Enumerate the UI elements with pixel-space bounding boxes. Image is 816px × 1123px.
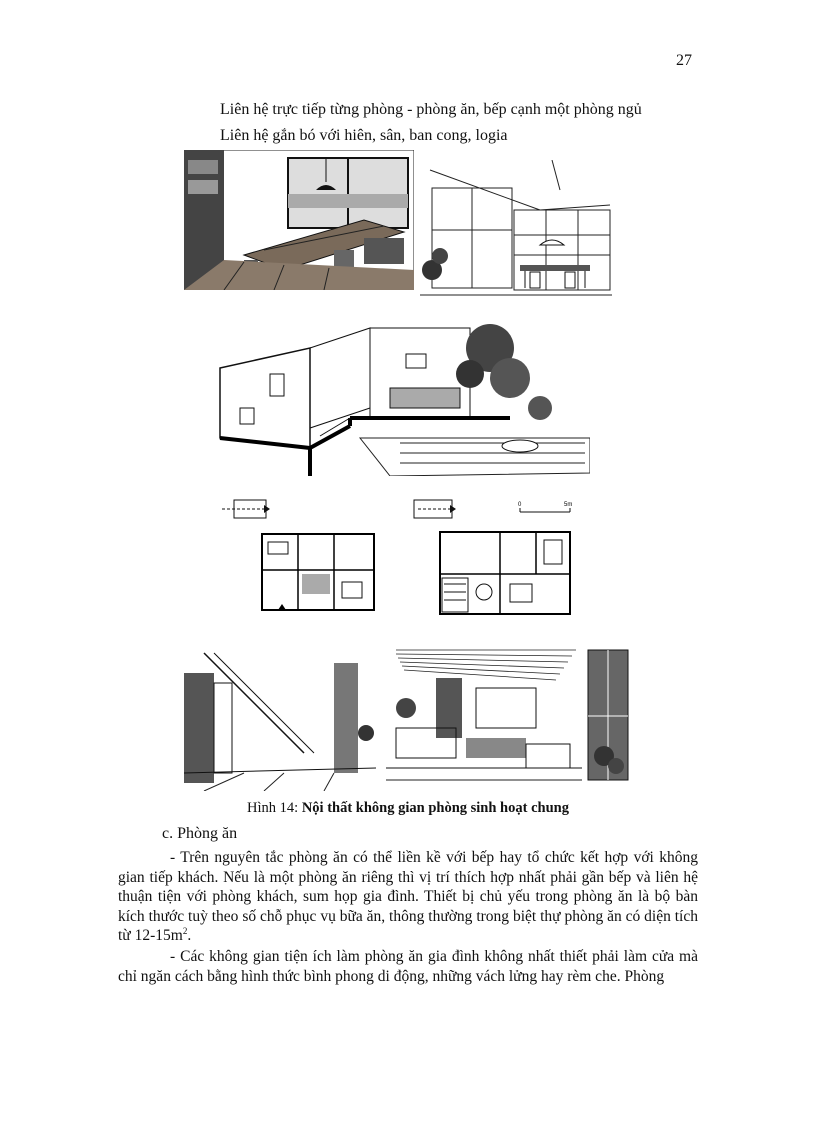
sketch-axonometric-section (210, 318, 590, 476)
paragraph-2 (118, 947, 698, 986)
paragraph-1-end: . (187, 927, 192, 944)
scale-bar (516, 498, 576, 518)
page-number: 27 (676, 52, 692, 69)
floor-plan-left (258, 530, 378, 614)
sketch-dining-room-windows (420, 160, 612, 298)
bullet-line-1: Liên hệ trực tiếp từng phòng - phòng ăn, bếp cạnh một phòng ngủ (220, 101, 642, 118)
figure-caption (0, 800, 816, 817)
sketch-tall-window (584, 646, 632, 791)
circulation-arrow-diagram-right (410, 496, 460, 522)
paragraph-1 (118, 848, 698, 946)
paragraph-1-superscript: 2 (182, 925, 188, 936)
paragraph-1-text: - Trên nguyên tắc phòng ăn có thể liền kề với bếp hay tổ chức kết hợp với không gian tiếp khách. Nếu là một phòng ăn riêng thì vị trí thích hợp nhất phải gần bếp và liên hệ thuận tiện với phòng khách, sum họp gia đình. Thiết bị chủ yếu trong phòng ăn là bộ bàn kích thước tuỳ theo số chỗ phục vụ bữa ăn, thông thường trong biệt thự phòng ăn có diện tích từ 12-15m (118, 849, 698, 944)
sketch-stair-interior (184, 643, 376, 791)
section-heading: c. Phòng ăn (162, 825, 238, 842)
scale-bar-label-end: 5m (564, 502, 573, 508)
paragraph-2-text: - Các không gian tiện ích làm phòng ăn gia đình không nhất thiết phải làm cửa mà chỉ ngăn cách bằng hình thức bình phong di động, những vách lửng hay rèm che. Phòng (118, 948, 698, 985)
sketch-living-room-interior (184, 150, 414, 290)
bullet-line-2: Liên hệ gắn bó với hiên, sân, ban cong, logia (220, 127, 508, 144)
figure-caption-prefix: Hình 14: (247, 800, 302, 816)
floor-plan-right (436, 528, 574, 618)
circulation-arrow-diagram-left (220, 496, 270, 522)
figure-caption-title: Nội thất không gian phòng sinh hoạt chung (301, 800, 569, 816)
sketch-double-height-living-room (386, 648, 582, 790)
scale-bar-label-start: 0 (518, 502, 522, 508)
